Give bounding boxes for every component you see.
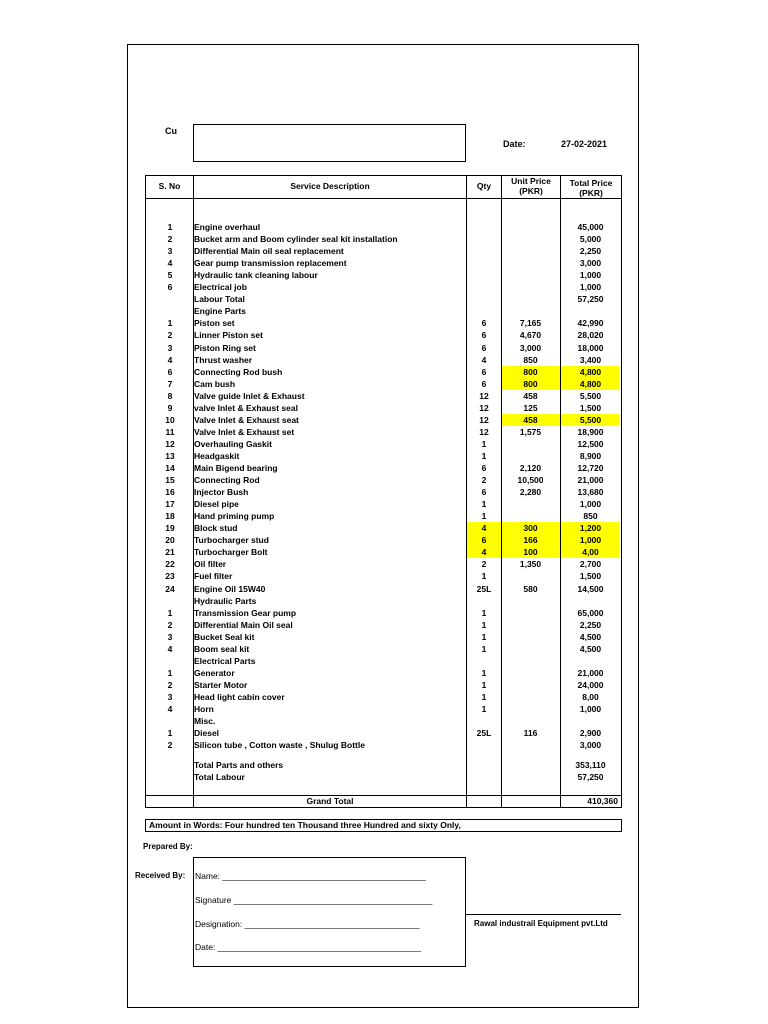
row-qty: 1	[481, 691, 487, 702]
row-description: Misc.	[194, 716, 216, 727]
row-total-price: 4,500	[579, 631, 602, 642]
row-description: Silicon tube , Cotton waste , Shulug Bottle	[194, 740, 365, 751]
row-qty: 6	[481, 366, 487, 377]
row-sno: 3	[167, 342, 173, 353]
row-sno: 2	[167, 740, 173, 751]
row-description: Diesel pipe	[194, 499, 239, 510]
row-qty: 1	[481, 643, 487, 654]
row-total-price: 5,500	[579, 390, 602, 401]
row-total-price: 8,900	[579, 450, 602, 461]
row-total-price: 18,900	[577, 426, 604, 437]
row-sno: 1	[167, 318, 173, 329]
row-unit-price: 850	[523, 354, 538, 365]
row-description: Valve Inlet & Exhaust seat	[194, 414, 299, 425]
row-sno: 14	[165, 463, 175, 473]
header-unit-price-line1: Unit Price	[511, 176, 551, 186]
row-unit-price: 800	[523, 366, 538, 377]
row-unit-price: 10,500	[517, 475, 544, 486]
row-unit-price: 7,165	[519, 318, 542, 329]
row-unit-price: 166	[523, 535, 538, 546]
row-sno: 4	[167, 258, 173, 269]
grand-total-label: Grand Total	[306, 796, 354, 806]
row-description: Main Bigend bearing	[194, 463, 278, 473]
row-qty: 1	[481, 438, 487, 449]
row-sno: 6	[167, 366, 173, 377]
row-description: Headgaskit	[194, 450, 240, 461]
row-sno: 3	[167, 246, 173, 257]
row-sno: 12	[165, 438, 175, 449]
row-qty: 1	[481, 679, 487, 690]
row-description: Bucket arm and Boom cylinder seal kit installation	[194, 234, 398, 245]
date-label: Date:	[503, 139, 526, 149]
row-total-price: 2,250	[579, 619, 602, 630]
date-value: 27-02-2021	[561, 139, 608, 149]
row-description: Generator	[194, 667, 235, 678]
row-sno: 5	[167, 270, 173, 281]
row-qty: 12	[479, 402, 489, 413]
row-description: Gear pump transmission replacement	[194, 258, 347, 269]
row-unit-price: 4,670	[519, 330, 542, 341]
received-by-label: Received By:	[135, 871, 186, 880]
row-qty: 1	[481, 607, 487, 618]
row-total-price: 3,400	[579, 354, 602, 365]
row-description: Connecting Rod bush	[194, 366, 283, 377]
total-parts-label: Total Parts and others	[194, 760, 284, 770]
row-description: Block stud	[194, 523, 238, 534]
row-total-price: 1,500	[579, 571, 602, 582]
header-divider	[145, 198, 622, 199]
row-description: Differential Main oil seal replacement	[194, 246, 344, 257]
row-qty: 1	[481, 704, 487, 714]
row-sno: 19	[165, 523, 175, 534]
row-total-price: 12,720	[577, 463, 604, 473]
row-sno: 3	[167, 691, 173, 702]
row-total-price: 850	[583, 511, 598, 522]
row-total-price: 1,500	[579, 402, 602, 413]
row-description: valve Inlet & Exhaust seal	[194, 402, 298, 413]
row-unit-price: 2,120	[519, 463, 542, 473]
row-qty: 6	[481, 318, 487, 329]
row-qty: 4	[481, 547, 487, 558]
row-sno: 3	[167, 631, 173, 642]
row-total-price: 21,000	[577, 667, 604, 678]
row-description: Starter Motor	[194, 679, 248, 690]
row-description: Engine Parts	[194, 306, 246, 317]
row-sno: 22	[165, 559, 175, 570]
header-total-price-line1: Total Price	[569, 178, 613, 188]
row-description: Valve Inlet & Exhaust set	[194, 426, 295, 437]
row-qty: 6	[481, 535, 487, 546]
row-total-price: 1,000	[579, 535, 602, 546]
row-total-price: 21,000	[577, 475, 604, 486]
row-description: Turbocharger stud	[194, 535, 269, 546]
date-field[interactable]: Date: ___________________________________________	[195, 942, 421, 952]
row-description: Piston Ring set	[194, 342, 256, 353]
row-qty: 6	[481, 378, 487, 389]
row-unit-price: 458	[523, 414, 538, 425]
row-description: Hydraulic tank cleaning labour	[194, 270, 318, 281]
row-unit-price: 1,575	[519, 426, 542, 437]
row-description: Valve guide Inlet & Exhaust	[194, 390, 305, 401]
company-name: Rawal industrail Equipment pvt.Ltd	[474, 919, 608, 928]
row-total-price: 28,020	[577, 330, 604, 341]
row-total-price: 14,500	[577, 583, 604, 594]
row-sno: 23	[165, 571, 175, 582]
row-sno: 11	[165, 426, 175, 437]
row-total-price: 5,500	[579, 414, 602, 425]
row-sno: 6	[167, 282, 173, 293]
row-qty: 12	[479, 390, 489, 401]
header-unit-price	[502, 176, 560, 196]
row-sno: 15	[165, 475, 175, 486]
row-qty: 6	[481, 463, 487, 473]
row-sno: 13	[165, 450, 175, 461]
row-total-price: 3,000	[579, 740, 602, 751]
row-total-price: 4,800	[579, 366, 602, 377]
row-description: Engine Oil 15W40	[194, 583, 266, 594]
row-sno: 7	[167, 378, 173, 389]
row-qty: 4	[481, 354, 487, 365]
row-total-price: 4,500	[579, 643, 602, 654]
amount-in-words: Amount in Words: Four hundred ten Thousand three Hundred and sixty Only,	[145, 819, 622, 832]
row-qty: 1	[481, 450, 487, 461]
row-sno: 1	[167, 607, 173, 618]
row-sno: 1	[167, 667, 173, 678]
row-total-price: 2,900	[579, 728, 602, 739]
row-sno: 21	[165, 547, 175, 558]
row-sno: 17	[165, 499, 175, 510]
row-qty: 1	[481, 571, 487, 582]
name-field[interactable]: Name: ___________________________________________	[195, 871, 426, 881]
row-qty: 12	[479, 426, 489, 437]
row-total-price: 1,000	[579, 499, 602, 510]
row-total-price: 8,00	[582, 691, 599, 702]
row-unit-price: 3,000	[519, 342, 542, 353]
header-total-price	[561, 178, 621, 198]
row-unit-price: 458	[523, 390, 538, 401]
row-total-price: 3,000	[579, 258, 602, 269]
row-description: Transmission Gear pump	[194, 607, 297, 618]
total-labour-label: Total Labour	[194, 772, 245, 782]
header-sno: S. No	[158, 181, 181, 191]
row-qty: 4	[481, 523, 487, 534]
row-description: Horn	[194, 704, 214, 714]
row-unit-price: 2,280	[519, 487, 542, 498]
row-total-price: 2,250	[579, 246, 602, 257]
row-description: Injector Bush	[194, 487, 249, 498]
row-unit-price: 800	[523, 378, 538, 389]
row-qty: 1	[481, 631, 487, 642]
prepared-by-label: Prepared By:	[143, 842, 193, 851]
header-total-price-line2: (PKR)	[579, 188, 603, 198]
row-description: Cam bush	[194, 378, 236, 389]
row-description: Diesel	[194, 728, 220, 739]
row-qty: 25L	[476, 583, 492, 594]
row-total-price: 45,000	[577, 222, 604, 232]
row-total-price: 13,680	[577, 487, 604, 498]
row-description: Differential Main Oil seal	[194, 619, 293, 630]
signature-rule	[466, 914, 621, 915]
header-description: Service Description	[290, 181, 370, 191]
row-total-price: 5,000	[579, 234, 602, 245]
header-unit-price-line2: (PKR)	[519, 186, 543, 196]
row-description: Engine overhaul	[194, 222, 261, 232]
row-description: Electrical Parts	[194, 655, 256, 666]
row-sno: 24	[165, 583, 175, 594]
row-qty: 2	[481, 559, 487, 570]
row-description: Electrical job	[194, 282, 247, 293]
row-total-price: 1,000	[579, 270, 602, 281]
row-sno: 2	[167, 679, 173, 690]
total-labour-value: 57,250	[577, 772, 604, 782]
row-description: Piston set	[194, 318, 235, 329]
row-description: Boom seal kit	[194, 643, 250, 654]
grand-total-value: 410,360	[587, 796, 618, 806]
row-total-price: 1,200	[579, 523, 602, 534]
row-qty: 6	[481, 487, 487, 498]
row-description: Head light cabin cover	[194, 691, 285, 702]
row-qty: 1	[481, 499, 487, 510]
row-unit-price: 116	[523, 728, 538, 739]
row-description: Overhauling Gaskit	[194, 438, 272, 449]
row-total-price: 2,700	[579, 559, 602, 570]
row-unit-price: 1,350	[519, 559, 542, 570]
row-qty: 2	[481, 475, 487, 486]
row-qty: 1	[481, 667, 487, 678]
row-sno: 4	[167, 704, 173, 714]
row-total-price: 12,500	[577, 438, 604, 449]
designation-field[interactable]: Designation: _____________________________________	[195, 919, 420, 929]
row-description: Thrust washer	[194, 354, 253, 365]
row-description: Oil filter	[194, 559, 227, 570]
row-description: Fuel filter	[194, 571, 233, 582]
row-total-price: 24,000	[577, 679, 604, 690]
row-qty: 1	[481, 619, 487, 630]
row-description: Hydraulic Parts	[194, 595, 257, 606]
row-sno: 2	[167, 234, 173, 245]
row-unit-price: 300	[523, 523, 538, 534]
row-sno: 4	[167, 643, 173, 654]
row-total-price: 65,000	[577, 607, 604, 618]
row-total-price: 42,990	[577, 318, 604, 329]
row-sno: 4	[167, 354, 173, 365]
row-sno: 1	[167, 728, 173, 739]
row-sno: 2	[167, 330, 173, 341]
row-total-price: 18,000	[577, 342, 604, 353]
row-sno: 2	[167, 619, 173, 630]
customer-field[interactable]	[193, 124, 466, 162]
row-total-price: 1,000	[579, 282, 602, 293]
row-sno: 1	[167, 222, 173, 232]
row-total-price: 4,800	[579, 378, 602, 389]
row-sno: 10	[165, 414, 175, 425]
row-unit-price: 125	[523, 402, 538, 413]
row-description: Connecting Rod	[194, 475, 260, 486]
row-unit-price: 100	[523, 547, 538, 558]
total-parts-value: 353,110	[575, 760, 606, 770]
row-description: Turbocharger Bolt	[194, 547, 268, 558]
row-sno: 20	[165, 535, 175, 546]
row-qty: 1	[481, 511, 487, 522]
signature-field[interactable]: Signature __________________________________________	[195, 895, 433, 905]
row-total-price: 57,250	[577, 294, 604, 305]
row-total-price: 4,00	[582, 547, 599, 558]
row-qty: 12	[479, 414, 489, 425]
customer-label: Cu	[165, 126, 177, 136]
row-qty: 25L	[476, 728, 492, 739]
row-unit-price: 580	[523, 583, 538, 594]
row-sno: 18	[165, 511, 175, 522]
row-sno: 16	[165, 487, 175, 498]
row-description: Labour Total	[194, 294, 245, 305]
row-sno: 9	[167, 402, 173, 413]
row-description: Hand priming pump	[194, 511, 275, 522]
row-description: Bucket Seal kit	[194, 631, 255, 642]
row-sno: 8	[167, 390, 173, 401]
header-qty: Qty	[476, 181, 492, 191]
row-qty: 6	[481, 342, 487, 353]
row-qty: 6	[481, 330, 487, 341]
row-total-price: 1,000	[579, 704, 602, 714]
row-description: Linner Piston set	[194, 330, 263, 341]
